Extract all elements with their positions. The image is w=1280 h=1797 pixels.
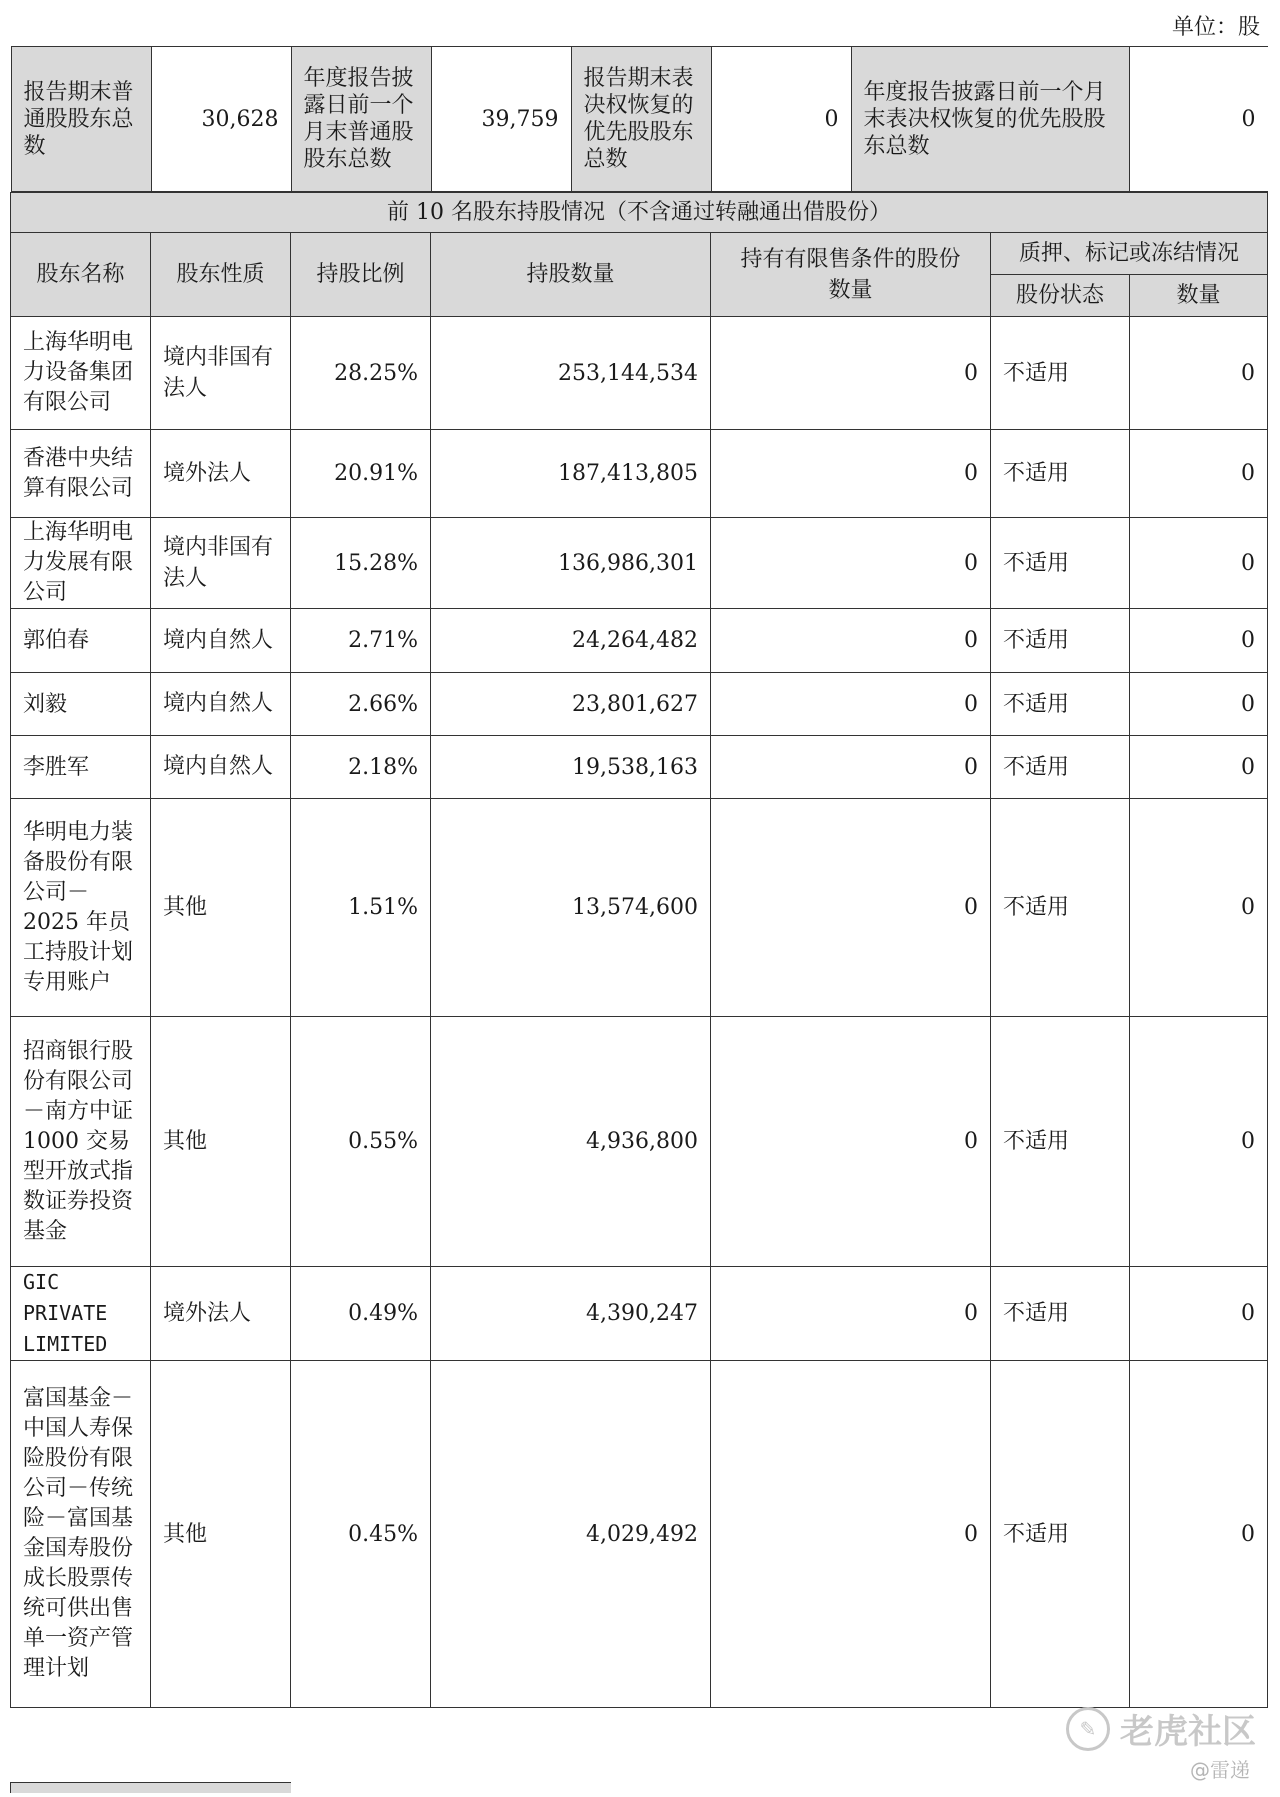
cell-restricted: 0 [711, 799, 991, 1017]
table-row [11, 430, 1268, 518]
table-row [11, 799, 1268, 1017]
cell-restricted: 0 [711, 609, 991, 673]
cell-restricted: 0 [711, 518, 991, 609]
cell-name: 郭伯春 [11, 609, 151, 673]
cell-name: 刘毅 [11, 673, 151, 736]
cell-qty: 0 [1130, 430, 1268, 518]
cell-count: 13,574,600 [431, 799, 711, 1017]
summary-label-2: 年度报告披露日前一个月末普通股股东总数 [291, 47, 431, 192]
cell-count: 4,390,247 [431, 1267, 711, 1361]
header-restricted: 持有有限售条件的股份数量 [711, 233, 991, 317]
cell-restricted: 0 [711, 430, 991, 518]
cell-count: 4,936,800 [431, 1017, 711, 1267]
cell-name: 上海华明电力设备集团有限公司 [11, 317, 151, 430]
cell-nature: 其他 [151, 1361, 291, 1708]
table-row [11, 518, 1268, 609]
cell-name: 富国基金－中国人寿保险股份有限公司－传统险－富国基金国寿股份成长股票传统可供出售单一资产管理计划 [11, 1361, 151, 1708]
next-row-stub [10, 1782, 291, 1793]
cell-count: 187,413,805 [431, 430, 711, 518]
cell-nature: 境内自然人 [151, 736, 291, 799]
table-row [11, 1361, 1268, 1708]
cell-qty: 0 [1130, 518, 1268, 609]
cell-restricted: 0 [711, 673, 991, 736]
cell-ratio: 0.45% [291, 1361, 431, 1708]
section-title-row [11, 193, 1268, 233]
cell-nature: 其他 [151, 1017, 291, 1267]
summary-value-4: 0 [1129, 47, 1268, 192]
cell-count: 23,801,627 [431, 673, 711, 736]
cell-restricted: 0 [711, 317, 991, 430]
cell-status: 不适用 [991, 609, 1130, 673]
cell-nature: 境内非国有法人 [151, 518, 291, 609]
cell-ratio: 1.51% [291, 799, 431, 1017]
cell-nature: 境内自然人 [151, 673, 291, 736]
cell-name: 华明电力装备股份有限公司－2025 年员工持股计划专用账户 [11, 799, 151, 1017]
cell-status: 不适用 [991, 1361, 1130, 1708]
cell-nature: 其他 [151, 799, 291, 1017]
table-row [11, 1267, 1268, 1361]
cell-restricted: 0 [711, 1017, 991, 1267]
header-pledge-group: 质押、标记或冻结情况 [991, 233, 1268, 275]
cell-status: 不适用 [991, 430, 1130, 518]
unit-label: 单位：股 [1171, 15, 1260, 40]
cell-nature: 境内自然人 [151, 609, 291, 673]
cell-qty: 0 [1130, 1361, 1268, 1708]
cell-status: 不适用 [991, 736, 1130, 799]
cell-qty: 0 [1130, 1017, 1268, 1267]
table-row [11, 736, 1268, 799]
table-row [11, 609, 1268, 673]
cell-count: 136,986,301 [431, 518, 711, 609]
cell-ratio: 2.66% [291, 673, 431, 736]
cell-name: 上海华明电力发展有限公司 [11, 518, 151, 609]
summary-value-1: 30,628 [151, 47, 291, 192]
watermark-brand: 老虎社区 [1120, 1712, 1256, 1752]
cell-name: GIC PRIVATE LIMITED [11, 1267, 151, 1361]
cell-ratio: 28.25% [291, 317, 431, 430]
header-nature: 股东性质 [151, 233, 291, 317]
tiger-community-logo-icon: ✎ [1066, 1707, 1110, 1751]
header-row-1 [11, 233, 1268, 275]
summary-label-1: 报告期末普通股股东总数 [11, 47, 151, 192]
table-row [11, 1017, 1268, 1267]
summary-container [11, 46, 1268, 193]
shareholder-table [10, 46, 1268, 1708]
cell-qty: 0 [1130, 317, 1268, 430]
cell-ratio: 0.49% [291, 1267, 431, 1361]
table-row [11, 317, 1268, 430]
cell-count: 253,144,534 [431, 317, 711, 430]
cell-count: 24,264,482 [431, 609, 711, 673]
cell-ratio: 2.71% [291, 609, 431, 673]
summary-row [11, 46, 1268, 193]
summary-label-3: 报告期末表决权恢复的优先股股东总数 [571, 47, 711, 192]
header-pledge-status: 股份状态 [991, 275, 1130, 317]
cell-name: 李胜军 [11, 736, 151, 799]
table-row [11, 673, 1268, 736]
cell-nature: 境外法人 [151, 1267, 291, 1361]
cell-status: 不适用 [991, 1267, 1130, 1361]
cell-ratio: 2.18% [291, 736, 431, 799]
cell-name: 招商银行股份有限公司－南方中证 1000 交易型开放式指数证券投资基金 [11, 1017, 151, 1267]
header-pledge-qty: 数量 [1130, 275, 1268, 317]
cell-qty: 0 [1130, 673, 1268, 736]
cell-qty: 0 [1130, 1267, 1268, 1361]
summary-value-3: 0 [711, 47, 851, 192]
cell-count: 19,538,163 [431, 736, 711, 799]
watermark [1066, 1704, 1256, 1753]
cell-status: 不适用 [991, 317, 1130, 430]
cell-nature: 境内非国有法人 [151, 317, 291, 430]
summary-table [11, 46, 1268, 192]
cell-name: 香港中央结算有限公司 [11, 430, 151, 518]
cell-ratio: 15.28% [291, 518, 431, 609]
summary-label-4: 年度报告披露日前一个月末表决权恢复的优先股股东总数 [851, 47, 1129, 192]
cell-ratio: 20.91% [291, 430, 431, 518]
cell-ratio: 0.55% [291, 1017, 431, 1267]
header-name: 股东名称 [11, 233, 151, 317]
cell-status: 不适用 [991, 1017, 1130, 1267]
cell-status: 不适用 [991, 673, 1130, 736]
cell-qty: 0 [1130, 799, 1268, 1017]
cell-nature: 境外法人 [151, 430, 291, 518]
summary-inner-row [11, 47, 1268, 192]
cell-qty: 0 [1130, 609, 1268, 673]
cell-count: 4,029,492 [431, 1361, 711, 1708]
cell-restricted: 0 [711, 736, 991, 799]
cell-restricted: 0 [711, 1267, 991, 1361]
section-title: 前 10 名股东持股情况（不含通过转融通出借股份） [11, 193, 1268, 233]
cell-restricted: 0 [711, 1361, 991, 1708]
cell-status: 不适用 [991, 799, 1130, 1017]
cell-status: 不适用 [991, 518, 1130, 609]
header-count: 持股数量 [431, 233, 711, 317]
header-ratio: 持股比例 [291, 233, 431, 317]
cell-qty: 0 [1130, 736, 1268, 799]
watermark-handle: @雷递 [1190, 1758, 1250, 1782]
summary-value-2: 39,759 [431, 47, 571, 192]
